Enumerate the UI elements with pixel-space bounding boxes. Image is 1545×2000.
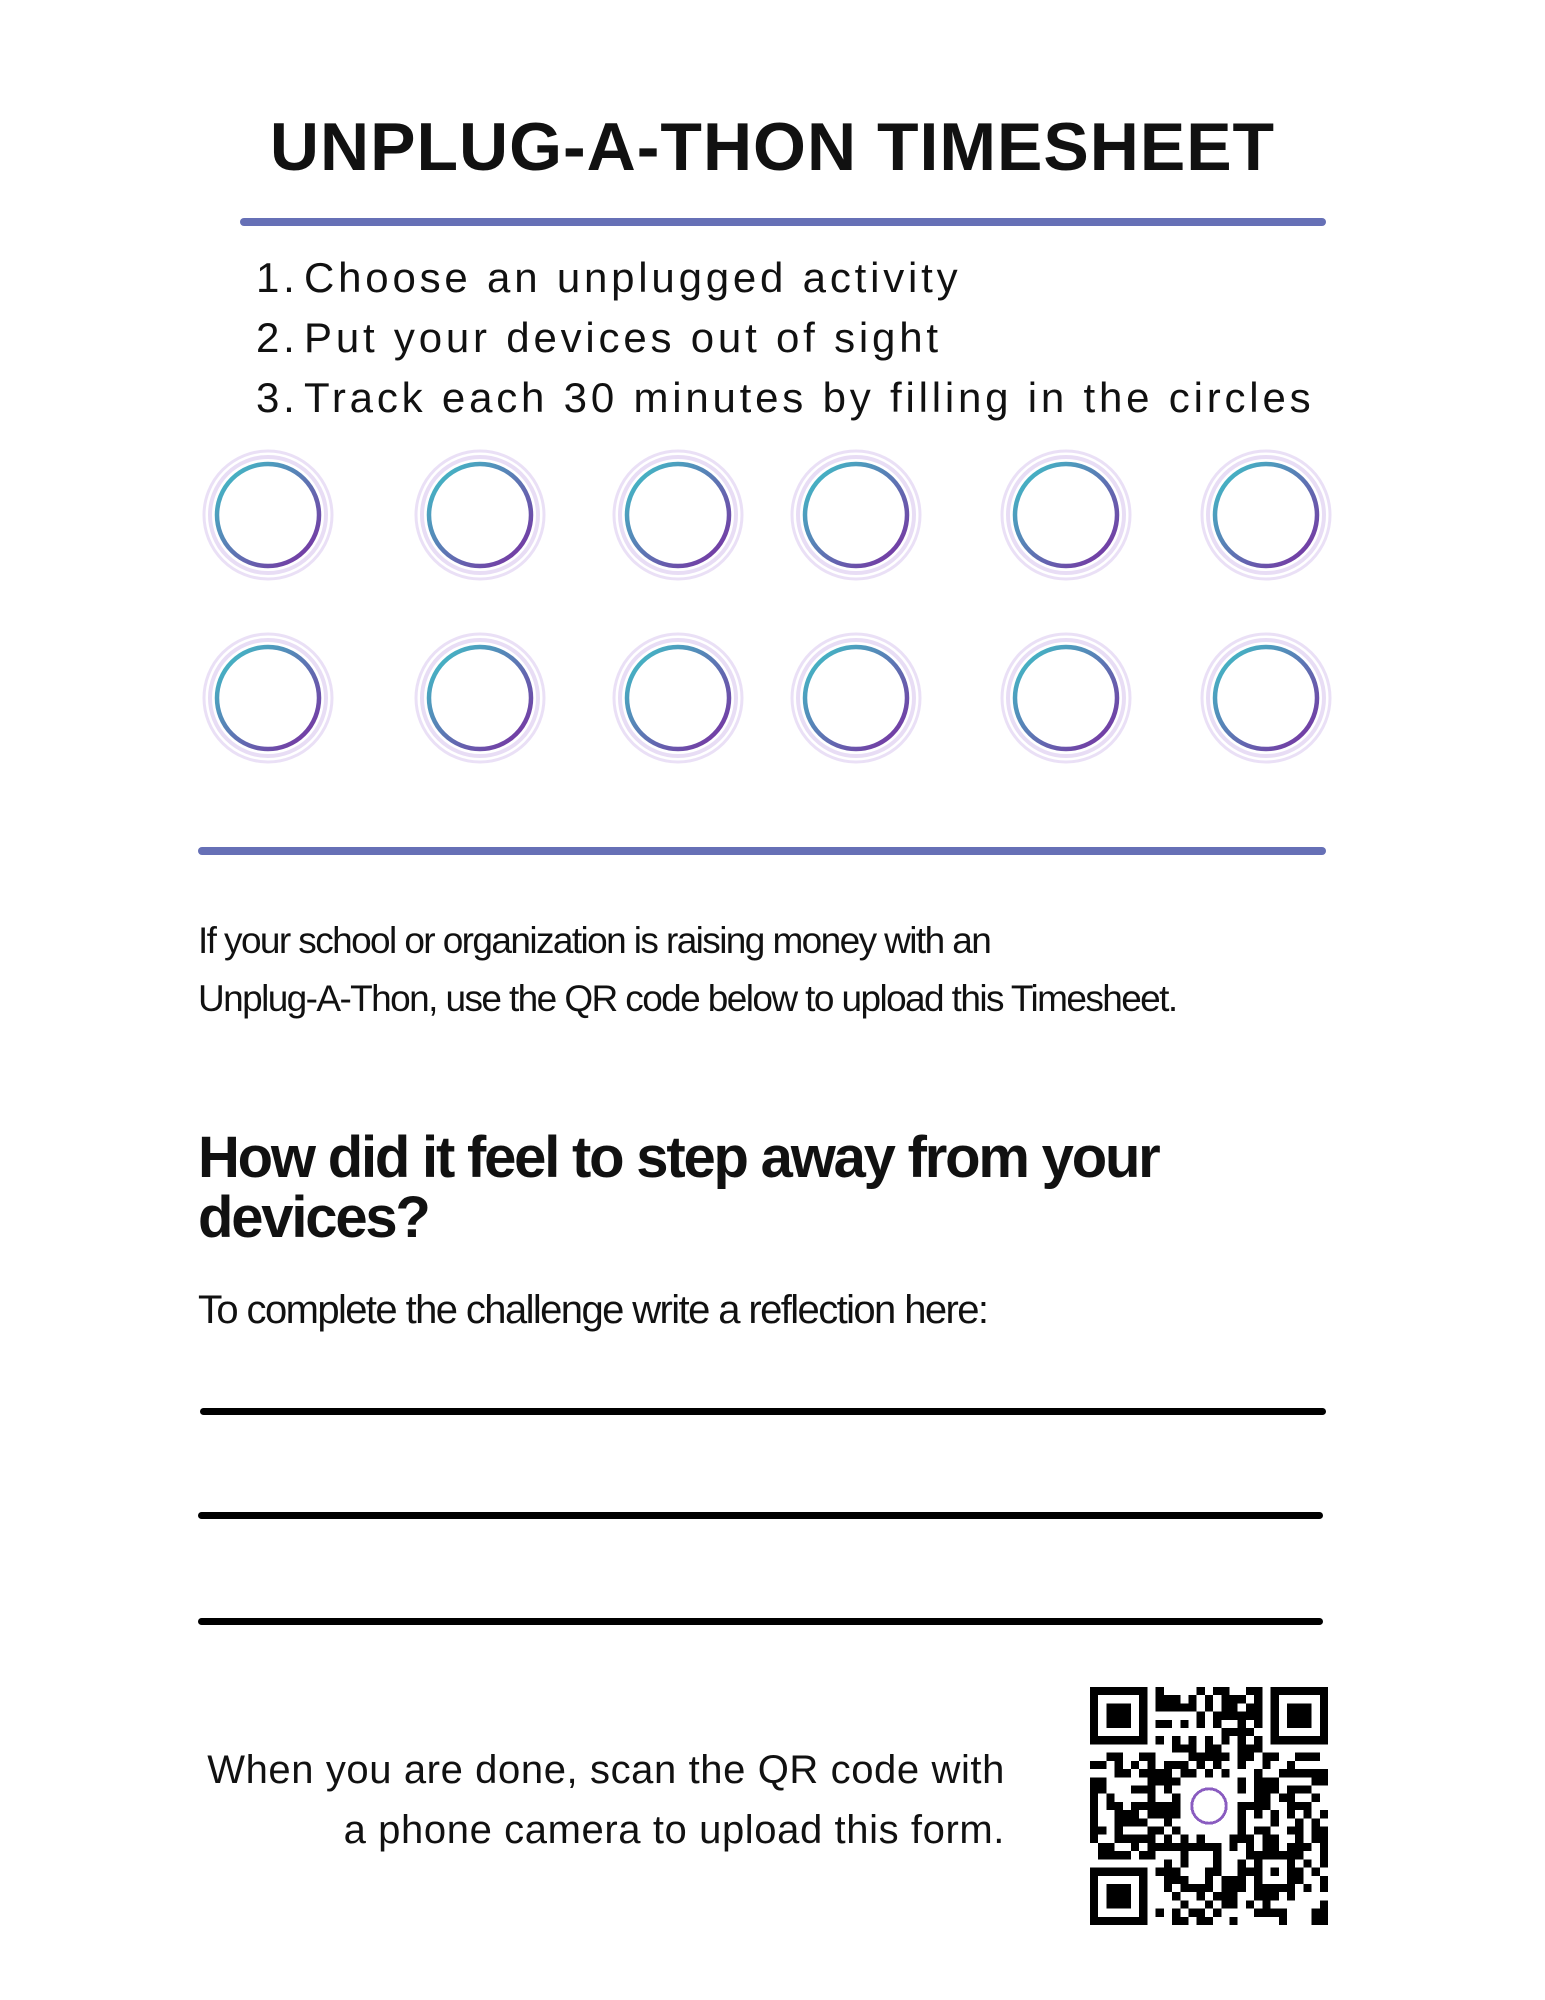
tracking-circle[interactable] — [996, 445, 1136, 585]
reflection-prompt: To complete the challenge write a reflection here: — [198, 1288, 988, 1332]
reflection-line[interactable] — [198, 1618, 1323, 1625]
reflection-line[interactable] — [200, 1408, 1326, 1415]
top-divider — [240, 218, 1326, 226]
tracking-circle[interactable] — [1196, 445, 1336, 585]
tracking-circle[interactable] — [410, 628, 550, 768]
tracking-circle[interactable] — [198, 445, 338, 585]
page-title: UNPLUG-A-THON TIMESHEET — [269, 109, 1276, 185]
tracking-circle[interactable] — [1196, 628, 1336, 768]
instruction-item — [256, 248, 1314, 308]
tracking-circle[interactable] — [996, 628, 1136, 768]
step-number: 2. — [256, 314, 299, 361]
tracking-circle[interactable] — [198, 628, 338, 768]
upload-instructions — [207, 1740, 1005, 1860]
step-text: Track each 30 minutes by filling in the circles — [304, 374, 1315, 421]
step-text: Choose an unplugged activity — [304, 254, 962, 301]
tracking-circle[interactable] — [608, 445, 748, 585]
tracking-circle[interactable] — [410, 445, 550, 585]
tracking-circle[interactable] — [608, 628, 748, 768]
instruction-item — [256, 308, 1314, 368]
reflection-line[interactable] — [198, 1512, 1323, 1519]
step-number: 3. — [256, 374, 299, 421]
fundraising-info — [198, 912, 1398, 1028]
reflection-question: How did it feel to step away from your devices? — [198, 1125, 1159, 1250]
upload-instructions-line: a phone camera to upload this form. — [343, 1808, 1005, 1852]
step-text: Put your devices out of sight — [304, 314, 942, 361]
upload-instructions-line: When you are done, scan the QR code with — [207, 1748, 1005, 1792]
fundraising-info-line: If your school or organization is raising money with an — [198, 920, 991, 961]
instruction-list — [256, 248, 1314, 428]
fundraising-info-line: Unplug-A-Thon, use the QR code below to upload this Timesheet. — [198, 978, 1177, 1019]
qr-code-icon — [1090, 1687, 1328, 1925]
qr-code[interactable] — [1090, 1687, 1328, 1925]
tracking-circle[interactable] — [786, 628, 926, 768]
tracking-circle[interactable] — [786, 445, 926, 585]
middle-divider — [198, 847, 1326, 855]
step-number: 1. — [256, 254, 299, 301]
instruction-item — [256, 368, 1314, 428]
